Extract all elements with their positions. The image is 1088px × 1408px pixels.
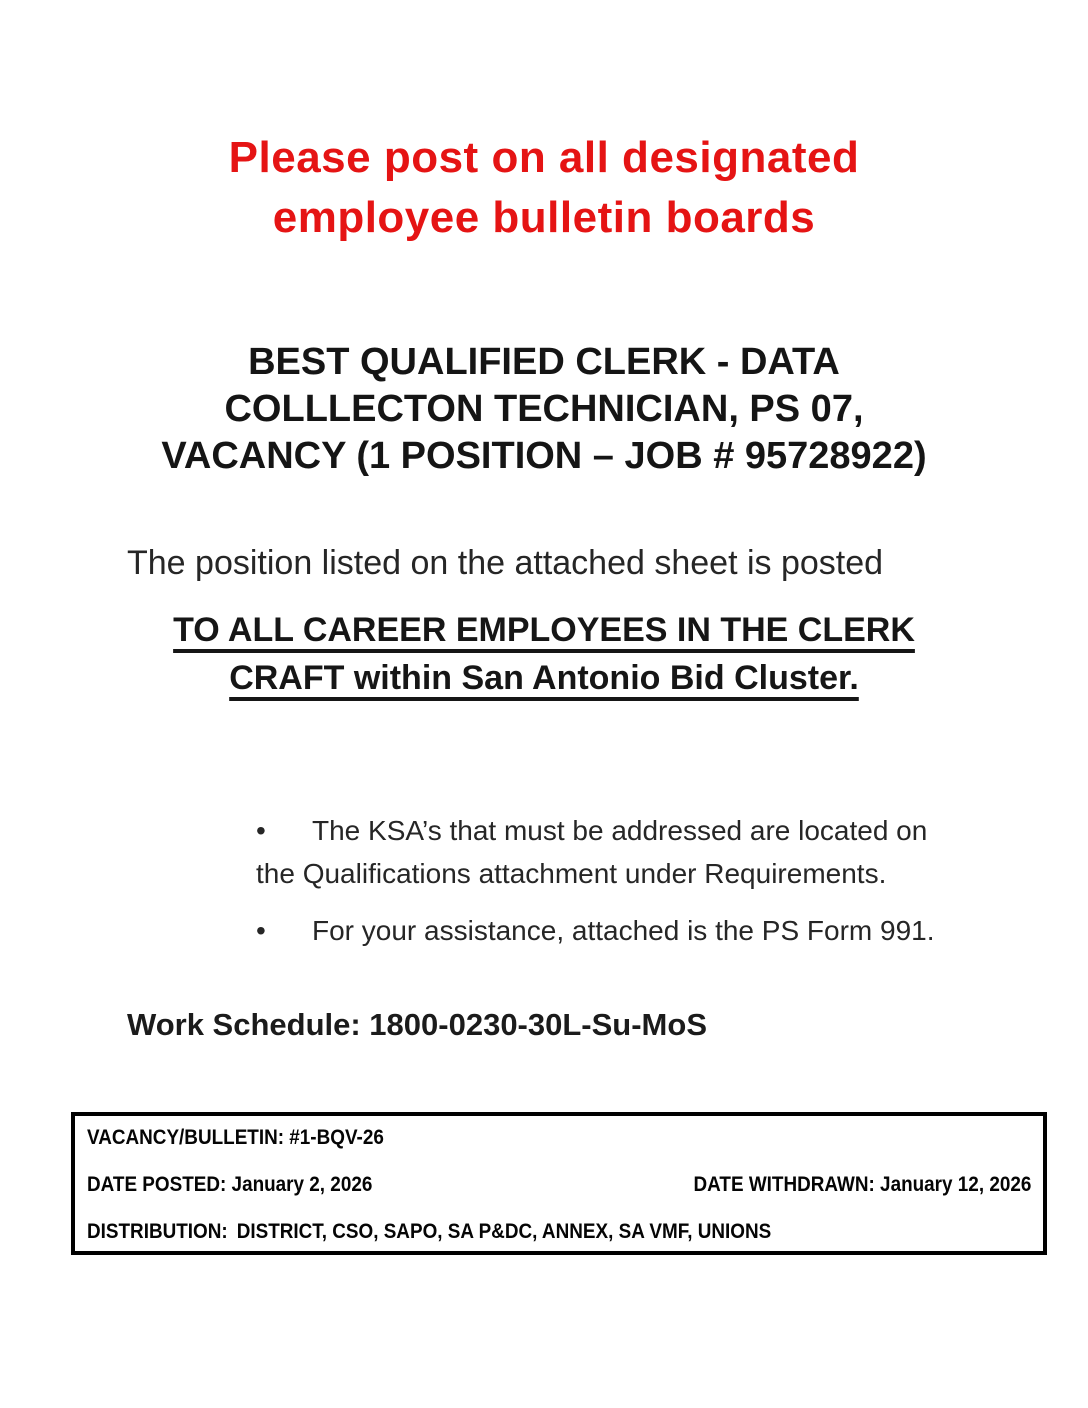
- intro-text: The position listed on the attached sheet is posted: [127, 544, 884, 582]
- bullet-item-ksa: [256, 809, 973, 895]
- audience-line-2: CRAFT within San Antonio Bid Cluster.: [229, 659, 859, 697]
- job-title: [0, 339, 1088, 480]
- bullet-text-line: The KSA’s that must be addressed are located on: [312, 815, 928, 846]
- job-title-line-1: BEST QUALIFIED CLERK - DATA: [248, 341, 840, 383]
- vacancy-bulletin-text: VACANCY/BULLETIN: #1-BQV-26: [87, 1126, 384, 1149]
- distribution-label: DISTRIBUTION:: [87, 1220, 228, 1243]
- distribution-field: [87, 1220, 1031, 1244]
- audience-heading: [0, 606, 1088, 702]
- notice-box: [71, 1112, 1047, 1255]
- distribution-value: DISTRICT, CSO, SAPO, SA P&DC, ANNEX, SA VMF, UNIONS: [236, 1220, 772, 1243]
- job-title-line-2: COLLLECTON TECHNICIAN, PS 07,: [224, 388, 864, 430]
- date-posted-field: DATE POSTED: January 2, 2026: [87, 1173, 373, 1196]
- vacancy-bulletin-field: [87, 1126, 1031, 1150]
- bullet-text-line: the Qualifications attachment under Requirements.: [256, 858, 887, 889]
- dates-row: [87, 1173, 1031, 1197]
- banner-line-2: employee bulletin boards: [272, 193, 816, 242]
- bullet-text-line: For your assistance, attached is the PS Form 991.: [312, 915, 935, 946]
- banner-line-1: Please post on all designated: [228, 133, 860, 182]
- bullet-item-ps-form: [256, 909, 973, 952]
- bullet-marker: •: [256, 815, 266, 846]
- work-schedule: Work Schedule: 1800-0230-30L-Su-MoS: [127, 1007, 707, 1042]
- job-title-line-3: VACANCY (1 POSITION – JOB # 95728922): [161, 435, 927, 477]
- audience-line-1: TO ALL CAREER EMPLOYEES IN THE CLERK: [173, 611, 915, 649]
- bullet-list: [256, 809, 973, 952]
- bullet-marker: •: [256, 915, 266, 946]
- date-withdrawn-field: DATE WITHDRAWN: January 12, 2026: [693, 1173, 1031, 1196]
- banner-heading: [0, 128, 1088, 248]
- distribution-text: [87, 1220, 771, 1244]
